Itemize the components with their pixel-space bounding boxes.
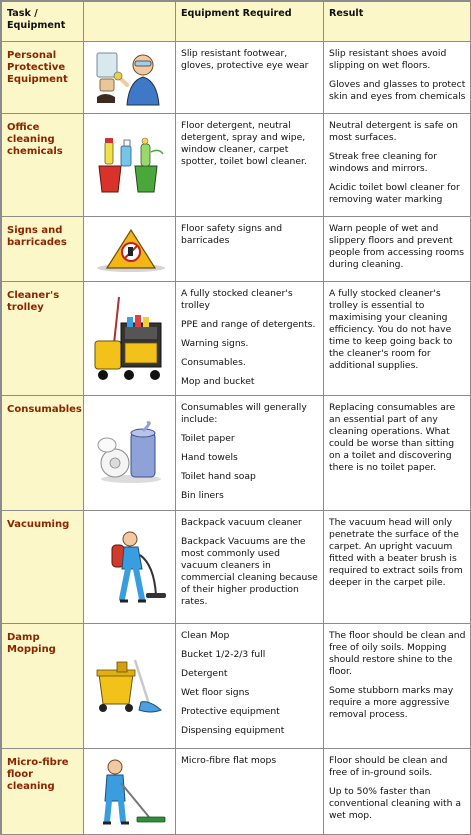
result-paragraph: Gloves and glasses to protect skin and eyes from chemicals [329,79,466,102]
equipment-cell [176,217,324,282]
equipment-line: A fully stocked cleaner's trolley [181,288,293,311]
task-cell: Damp Mopping [2,624,84,749]
wet-floor-sign-icon [91,224,169,274]
image-cell [84,217,176,282]
image-cell [84,511,176,624]
task-cell: Vacuuming [2,511,84,624]
result-paragraph: Some stubborn marks may require a more aggressive removal process. [329,685,454,720]
equipment-line: Slip resistant footwear, gloves, protective eye wear [181,48,309,71]
equipment-line: Toilet paper [181,433,235,444]
result-cell [324,42,471,114]
table-row [2,114,471,217]
mop-bucket-icon [91,654,169,718]
equipment-line: Clean Mop [181,630,230,641]
equipment-line: Backpack Vacuums are the most commonly used vacuum cleaners in commercial cleaning because of their higher production rates. [181,536,318,607]
header-row [2,2,471,42]
task-cell: Signs and barricades [2,217,84,282]
equipment-cell [176,396,324,511]
equipment-line: Warning signs. [181,338,249,349]
result-cell [324,396,471,511]
image-cell [84,624,176,749]
equipment-line: Wet floor signs [181,687,250,698]
equipment-line: Backpack vacuum cleaner [181,517,302,528]
table-row [2,217,471,282]
equipment-cell [176,511,324,624]
equipment-cell [176,624,324,749]
image-cell [84,42,176,114]
equipment-line: PPE and range of detergents. [181,319,316,330]
table-row [2,624,471,749]
equipment-line: Floor detergent, neutral detergent, spray and wipe, window cleaner, carpet spotter, toilet bowl cleaner. [181,120,307,167]
equipment-line: Protective equipment [181,706,280,717]
table-row [2,749,471,835]
result-paragraph: Warn people of wet and slippery floors and prevent people from accessing rooms during cleaning. [329,223,465,270]
equipment-line: Mop and bucket [181,376,255,387]
table-row [2,42,471,114]
equipment-cell [176,42,324,114]
result-paragraph: Up to 50% faster than conventional cleaning with a wet mop. [329,786,461,821]
cleaning-chemicals-icon [91,132,169,198]
task-cell: Personal Protective Equipment [2,42,84,114]
result-paragraph: Slip resistant shoes avoid slipping on wet floors. [329,48,447,71]
image-cell [84,396,176,511]
cleaners-trolley-icon [89,293,171,385]
header-task-line1: Task / [7,8,38,19]
image-cell [84,282,176,396]
result-paragraph: Floor should be clean and free of in-ground soils. [329,755,448,778]
table-row [2,396,471,511]
equipment-cell [176,114,324,217]
result-cell [324,217,471,282]
result-paragraph: A fully stocked cleaner's trolley is essential to maximising your cleaning efficiency. You do not have time to keep going back to the cleaner's room for additional supplies. [329,288,453,371]
task-cell: Office cleaning chemicals [2,114,84,217]
equipment-cell [176,749,324,835]
equipment-line: Micro-fibre flat mops [181,755,277,766]
result-cell [324,749,471,835]
result-cell [324,114,471,217]
image-cell [84,114,176,217]
equipment-line: Hand towels [181,452,238,463]
result-paragraph: The vacuum head will only penetrate the surface of the carpet. An upright vacuum fitted with a beater brush is required to extract soils from deeper in the carpet pile. [329,517,463,588]
result-paragraph: Streak free cleaning for windows and mirrors. [329,151,438,174]
task-cell: Cleaner's trolley [2,282,84,396]
header-task [2,2,84,42]
image-cell [84,749,176,835]
equipment-cell [176,282,324,396]
result-cell [324,282,471,396]
header-equipment: Equipment Required [176,2,324,42]
flat-mop-worker-icon [91,757,169,827]
equipment-table [1,1,471,835]
table-row [2,511,471,624]
equipment-line: Floor safety signs and barricades [181,223,283,246]
result-paragraph: The floor should be clean and free of oily soils. Mopping should restore shine to the floor. [329,630,466,677]
equipment-line: Consumables will generally include: [181,402,307,425]
backpack-vacuum-icon [90,527,170,607]
header-image [84,2,176,42]
equipment-line: Consumables. [181,357,246,368]
equipment-line: Bucket 1/2-2/3 full [181,649,266,660]
table-row [2,282,471,396]
result-paragraph: Replacing consumables are an essential part of any cleaning operations. What could be worse than sitting on a toilet and discovering there is no toilet paper. [329,402,456,473]
header-task-line2: Equipment [7,20,66,31]
equipment-line: Dispensing equipment [181,725,285,736]
result-paragraph: Acidic toilet bowl cleaner for removing water marking [329,182,460,205]
result-paragraph: Neutral detergent is safe on most surfaces. [329,120,458,143]
equipment-line: Toilet hand soap [181,471,256,482]
result-cell [324,624,471,749]
header-result: Result [324,2,471,42]
task-cell: Consumables [2,396,84,511]
equipment-line: Detergent [181,668,228,679]
result-cell [324,511,471,624]
ppe-worker-icon [91,49,169,107]
equipment-line: Bin liners [181,490,224,501]
task-cell: Micro-fibre floor cleaning [2,749,84,835]
paper-rolls-icon [91,421,169,485]
